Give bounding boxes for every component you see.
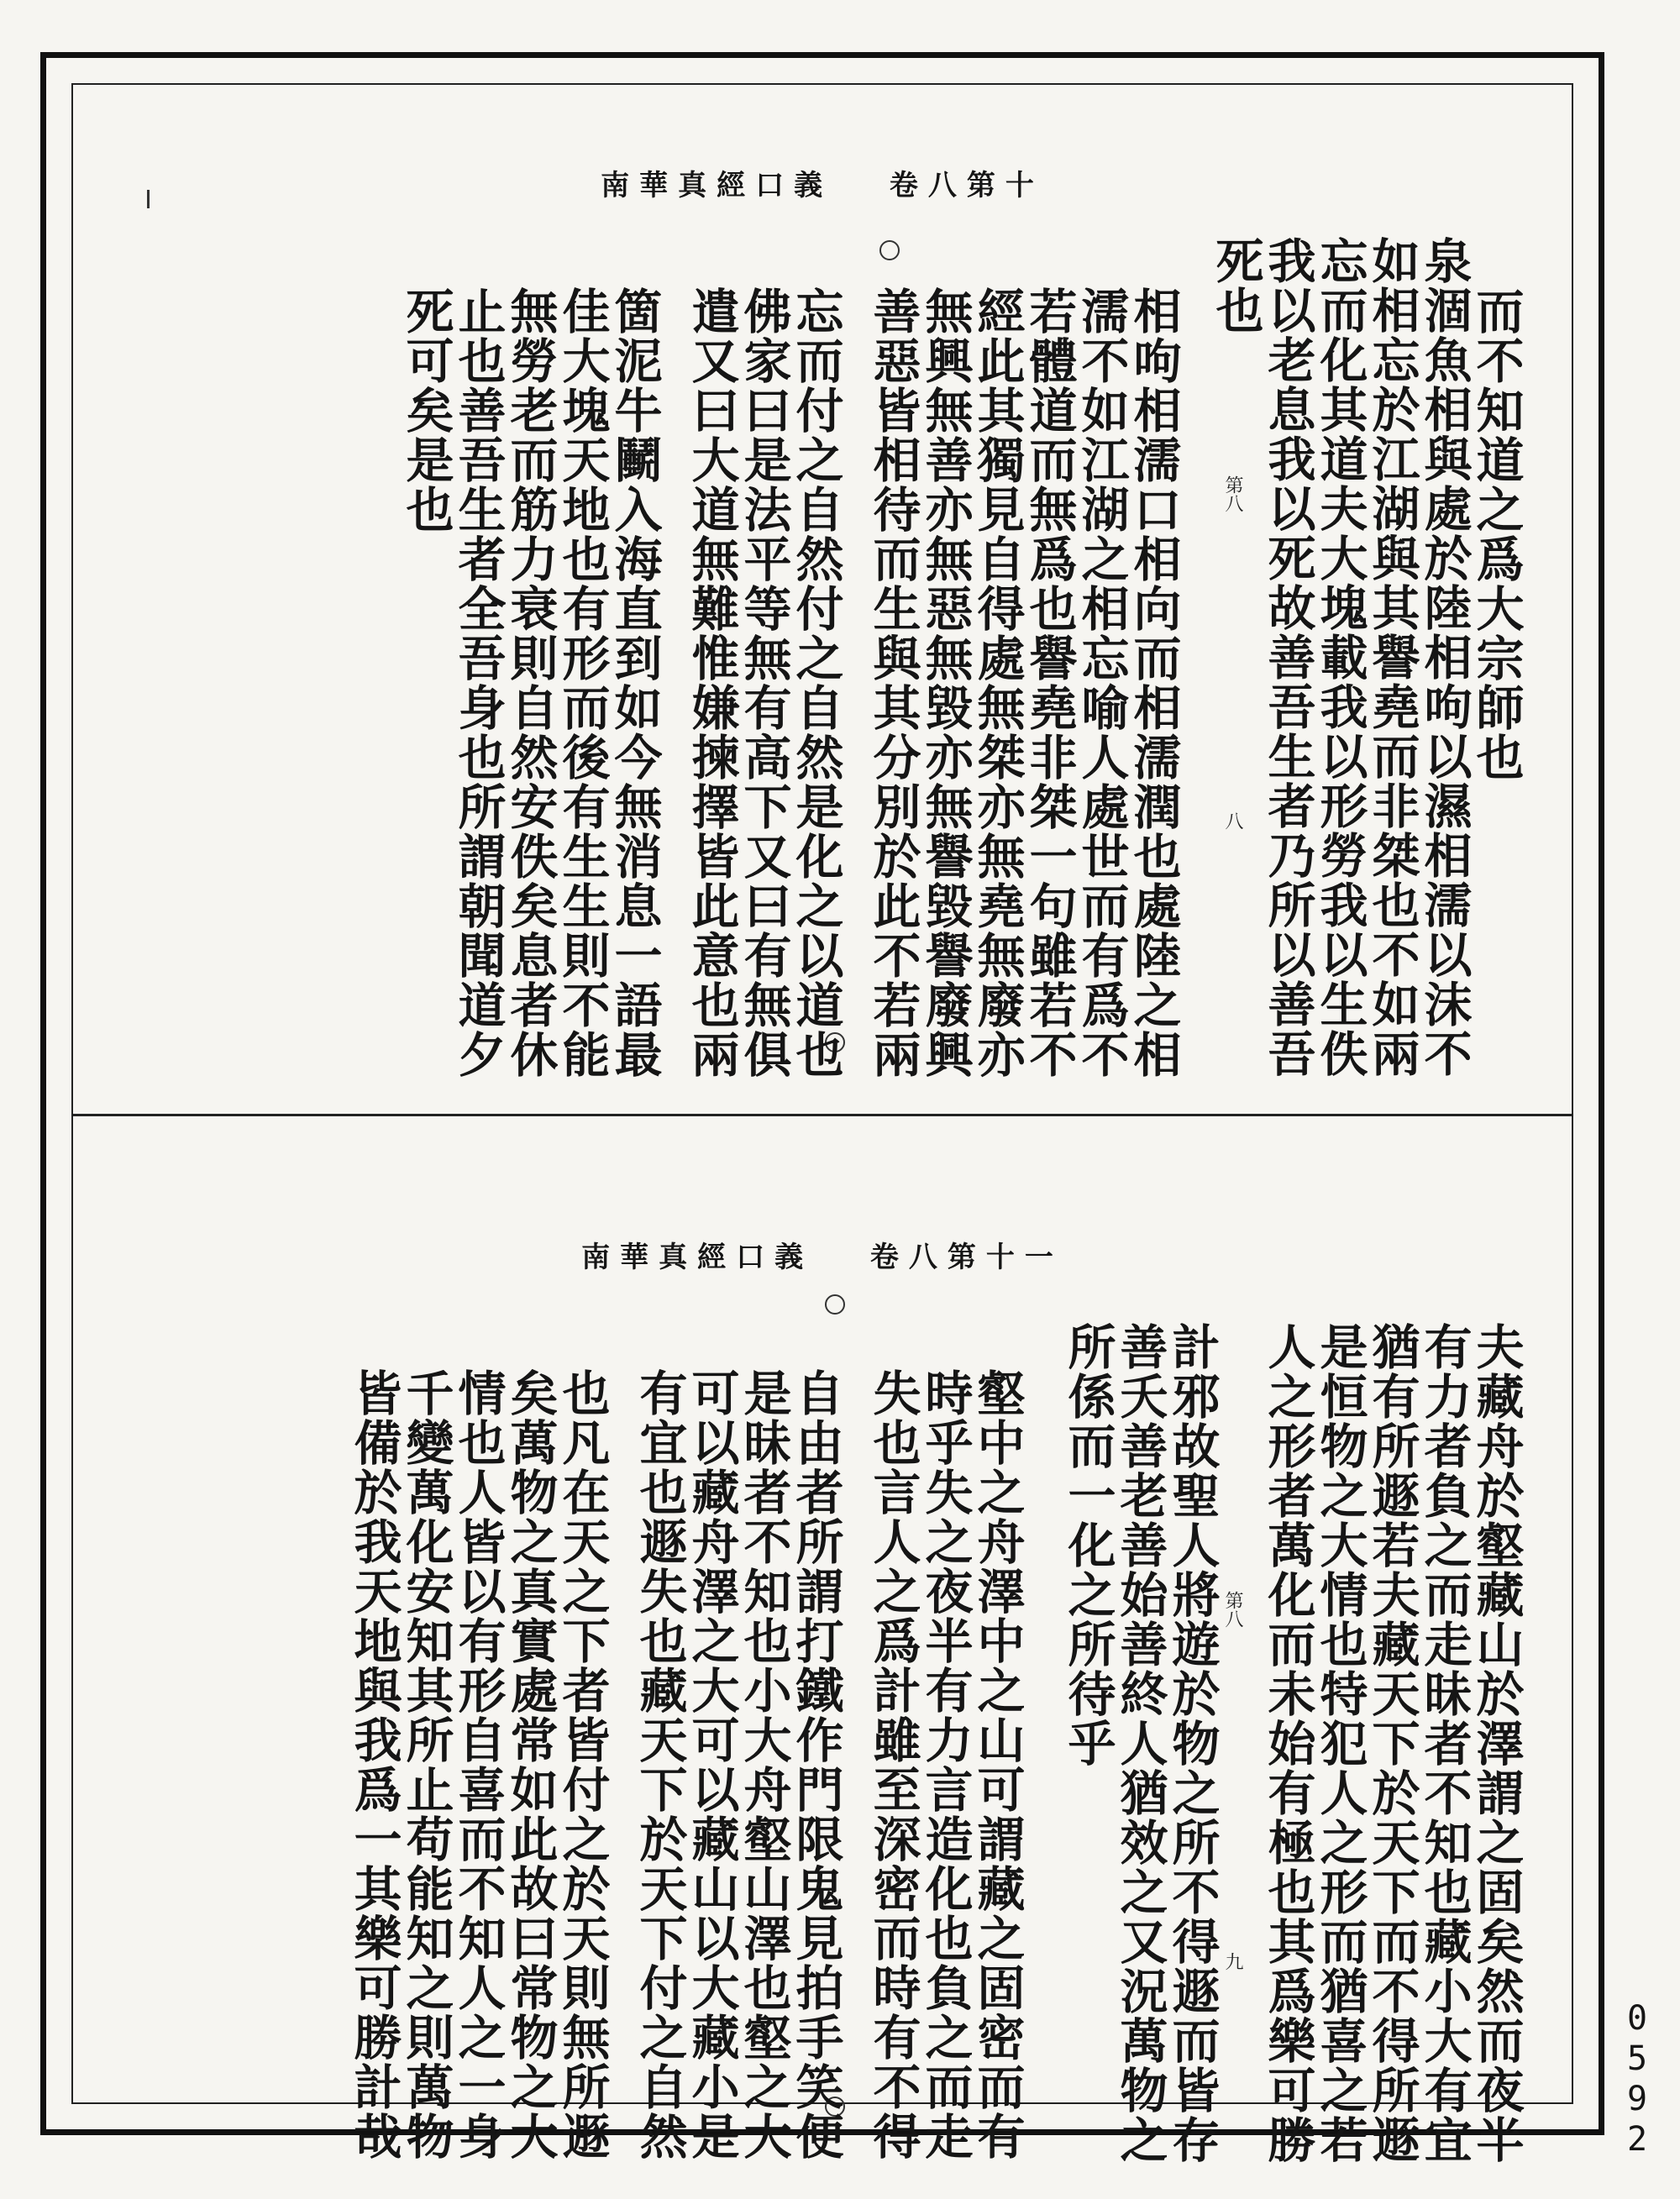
top-header-title: 南華真經口義 <box>601 169 833 202</box>
text-column: 失也言人之爲計雖至深密而時有不得 <box>865 1368 921 2161</box>
margin-note: 第八 <box>1222 1591 1243 1628</box>
text-column: 也凡在天之下者皆付之於天則無所遯 <box>554 1368 611 2161</box>
text-column: 遣又曰大道無難惟嫌揀擇皆此意也兩 <box>684 286 740 1079</box>
text-column: 皆備於我天地與我爲一其樂可勝計哉 <box>346 1368 402 2161</box>
text-column: 善惡皆相待而生與其分別於此不若兩 <box>865 286 921 1079</box>
text-column: 可以藏舟澤之大可以藏山以大藏小是 <box>684 1368 740 2161</box>
bottom-header <box>73 1234 1572 1275</box>
text-column: 經此其獨見自得處無桀亦無堯無廢亦 <box>969 286 1026 1079</box>
text-column: 壑中之舟澤中之山可謂藏之固密而有 <box>969 1368 1026 2161</box>
text-column: 所係而一化之所待乎 <box>1060 1322 1116 1768</box>
top-panel <box>73 85 1572 1114</box>
text-column: 千變萬化安知其所止苟能知之則萬物 <box>398 1368 454 2161</box>
text-column: 若體道而無爲也譽堯非桀一句雖若不 <box>1021 286 1078 1079</box>
text-column: 是恒物之大情也特犯人之形而猶喜之若 <box>1312 1322 1368 2165</box>
text-column: 人之形者萬化而未始有極也其爲樂可勝 <box>1260 1322 1316 2165</box>
text-column: 夫藏舟於壑藏山於澤謂之固矣然而夜半 <box>1468 1322 1525 2165</box>
text-column: 有宜也遯失也藏天下於天下付之自然 <box>632 1368 688 2161</box>
top-header <box>73 162 1572 203</box>
text-column: 矣萬物之真實處常如此故曰常物之大 <box>502 1368 559 2161</box>
text-column: 忘而付之自然付之自然是化之以道也 <box>788 286 844 1079</box>
text-column: 相呴相濡口相向而相濡潤也處陸之相 <box>1126 286 1182 1079</box>
text-column: 時乎失之夜半有力言造化也負之而走 <box>917 1368 974 2161</box>
page-frame <box>40 52 1604 2165</box>
text-column: 猶有所遯若夫藏天下於天下而不得所遯 <box>1364 1322 1420 2165</box>
text-column: 泉涸魚相與處於陸相呴以濕相濡以沫不 <box>1416 236 1473 1079</box>
bottom-header-title: 南華真經口義 <box>581 1241 814 1274</box>
bottom-panel <box>73 1116 1572 2165</box>
text-column: 箇泥牛鬭入海直到如今無消息一語最 <box>606 286 663 1079</box>
text-column: 忘而化其道夫大塊載我以形勞我以生佚 <box>1312 236 1368 1079</box>
text-column: 佛家曰是法平等無有高下又曰有無俱 <box>736 286 792 1079</box>
margin-note: 八 <box>1222 811 1243 830</box>
text-column: 我以老息我以死故善吾生者乃所以善吾 <box>1260 236 1316 1079</box>
top-header-volume: 卷八第十 <box>889 169 1044 202</box>
text-column: 濡不如江湖之相忘喻人處世而有爲不 <box>1074 286 1130 1079</box>
bottom-header-volume: 卷八第十一 <box>869 1241 1063 1274</box>
text-column: 是昧者不知也小大舟壑山澤也壑之大 <box>736 1368 792 2161</box>
text-column: 佳大塊天地也有形而後有生生則不能 <box>554 286 611 1079</box>
text-column: 止也善吾生者全吾身也所謂朝聞道夕 <box>450 286 507 1079</box>
text-column: 如相忘於江湖與其譽堯而非桀也不如兩 <box>1364 236 1420 1079</box>
text-column: 計邪故聖人將遊於物之所不得遯而皆存 <box>1164 1322 1221 2165</box>
text-column: 死也 <box>1208 236 1264 335</box>
circle-mark <box>825 1294 845 1315</box>
page-number: 0592 <box>1618 1999 1656 2160</box>
text-column: 死可矣是也 <box>398 286 454 534</box>
text-column: 無勞老而筋力衰則自然安佚矣息者休 <box>502 286 559 1079</box>
text-column: 自由者所謂打鐵作門限鬼見拍手笑便 <box>788 1368 844 2161</box>
text-column: 而不知道之爲大宗師也 <box>1468 286 1525 782</box>
text-column: 善夭善老善始善終人猶效之又況萬物之 <box>1112 1322 1168 2165</box>
margin-note: 第八 <box>1222 475 1243 512</box>
text-column: 無興無善亦無惡無毀亦無譽毀譽廢興 <box>917 286 974 1079</box>
circle-mark <box>879 240 900 260</box>
text-column: 有力者負之而走昧者不知也藏小大有宜 <box>1416 1322 1473 2165</box>
page-inner-border <box>71 83 1573 2165</box>
margin-note: 九 <box>1222 1952 1243 1971</box>
text-column: 情也人皆以有形自喜而不知人之一身 <box>450 1368 507 2161</box>
